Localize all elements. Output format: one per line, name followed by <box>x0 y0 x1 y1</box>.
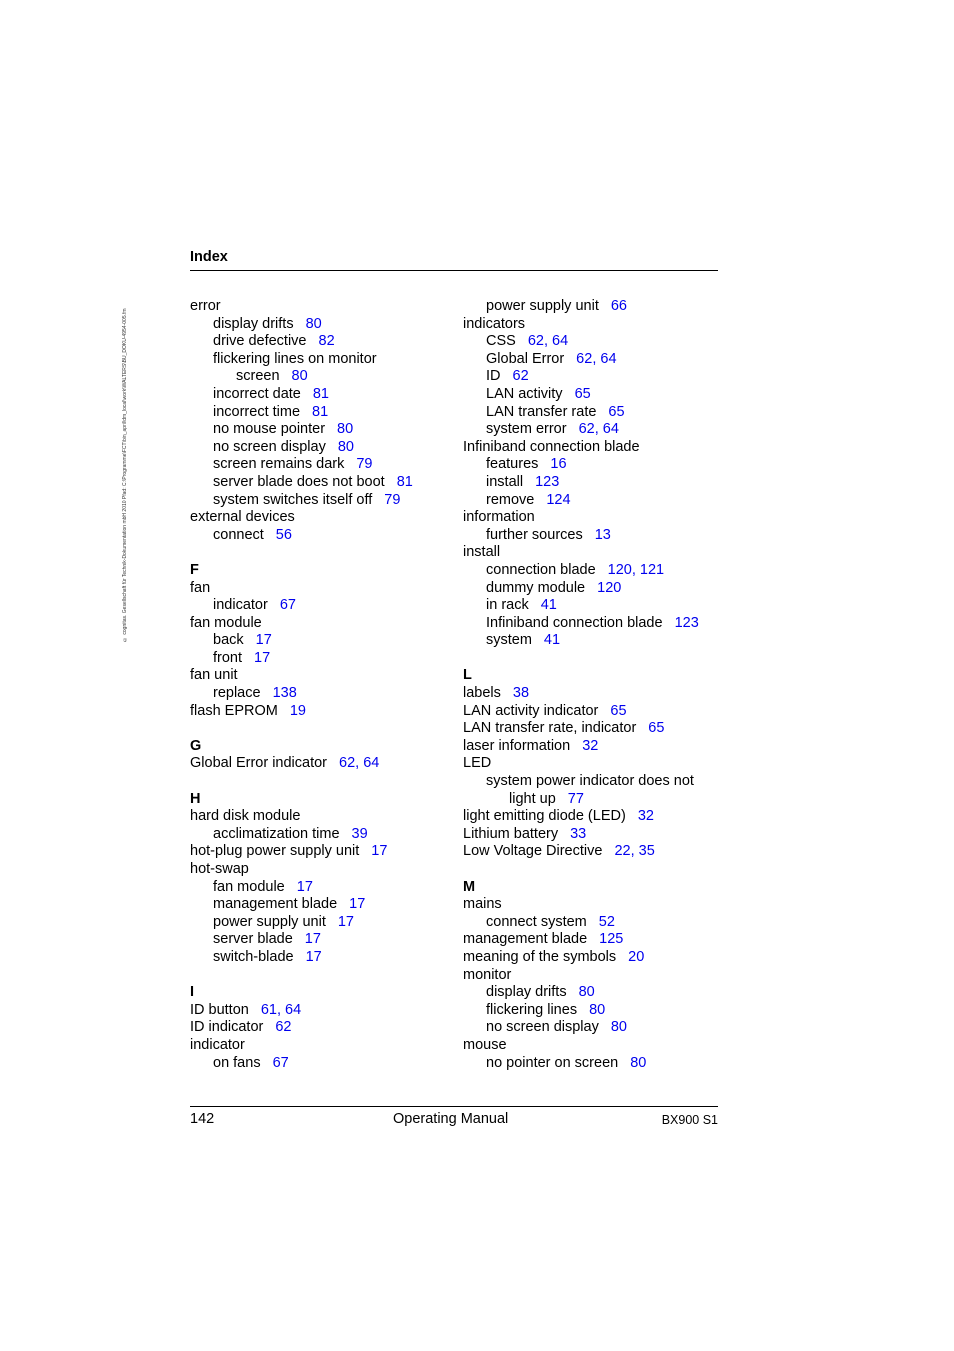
page-link[interactable]: 81 <box>312 403 329 420</box>
index-entry <box>463 1019 725 1037</box>
page-link[interactable]: 16 <box>550 456 567 473</box>
index-term: Lithium battery <box>463 825 559 842</box>
index-term: drive defective <box>213 333 307 350</box>
index-entry <box>463 1037 725 1055</box>
index-term: mouse <box>463 1036 507 1053</box>
index-term: indicators <box>463 315 526 332</box>
footer-rule <box>190 1106 718 1107</box>
page-references <box>546 492 570 508</box>
index-entry <box>190 456 452 474</box>
index-term: screen <box>236 368 280 385</box>
page-separator: , <box>276 1001 286 1018</box>
index-term: management blade <box>213 896 338 913</box>
index-term: install <box>463 544 501 561</box>
page-link[interactable]: 61 <box>260 1001 277 1018</box>
index-term: LAN transfer rate, indicator <box>463 720 637 737</box>
page-references <box>595 527 611 543</box>
index-term: display drifts <box>486 984 567 1001</box>
page-link[interactable]: 33 <box>570 825 587 842</box>
index-entry <box>190 421 452 439</box>
page-references <box>589 1002 605 1018</box>
page-references <box>339 755 379 771</box>
index-entry <box>463 527 725 545</box>
index-entry <box>190 1019 452 1037</box>
page-link[interactable]: 20 <box>628 948 645 965</box>
index-term: incorrect time <box>213 403 301 420</box>
page-references <box>397 474 413 490</box>
page-references <box>273 685 297 701</box>
index-letter-heading: I <box>190 984 195 1001</box>
index-entry <box>463 386 725 404</box>
index-entry <box>190 474 452 492</box>
index-entry <box>463 1002 725 1020</box>
index-term: no pointer on screen <box>486 1054 619 1071</box>
index-term: connect <box>213 526 264 543</box>
index-entry <box>190 808 452 826</box>
index-term: CSS <box>486 333 516 350</box>
index-entry <box>190 755 452 773</box>
index-entry <box>463 738 725 756</box>
page-references <box>513 685 529 701</box>
page-link[interactable]: 62 <box>527 333 544 350</box>
index-term: error <box>190 298 221 314</box>
index-entry <box>190 597 452 615</box>
footer-product-name: BX900 S1 <box>661 1113 718 1127</box>
page-link[interactable]: 67 <box>272 1054 289 1071</box>
index-entry <box>463 843 725 861</box>
page-references <box>290 703 306 719</box>
page-references <box>610 703 626 719</box>
page-link[interactable]: 41 <box>540 597 557 614</box>
page-link[interactable]: 80 <box>337 421 354 438</box>
index-term: on fans <box>213 1054 261 1071</box>
index-term: power supply unit <box>213 913 326 930</box>
index-entry <box>463 773 725 791</box>
page-references <box>256 632 272 648</box>
index-column-right <box>463 298 725 1072</box>
index-entry <box>190 650 452 668</box>
index-term: ID <box>486 368 501 385</box>
index-term: remove <box>486 491 535 508</box>
page-link[interactable]: 35 <box>638 843 655 860</box>
index-letter-heading: L <box>463 667 472 684</box>
index-term: light emitting diode (LED) <box>463 808 626 825</box>
page-separator: , <box>631 561 640 578</box>
page-references <box>528 333 568 349</box>
page-references <box>337 421 353 437</box>
page-link[interactable]: 22 <box>614 843 631 860</box>
page-link[interactable]: 17 <box>349 896 366 913</box>
index-term: labels <box>463 685 501 702</box>
page-references <box>292 368 308 384</box>
index-entry <box>463 351 725 369</box>
page-references <box>608 404 624 420</box>
page-references <box>568 791 584 807</box>
page-link[interactable]: 17 <box>371 843 388 860</box>
index-term: back <box>213 632 244 649</box>
page-references <box>638 808 654 824</box>
page-link[interactable]: 64 <box>552 333 569 350</box>
page-references <box>611 298 627 314</box>
index-entry <box>190 632 452 650</box>
index-entry <box>463 703 725 721</box>
page-link[interactable]: 67 <box>279 597 296 614</box>
index-term: switch-blade <box>213 948 294 965</box>
index-term: system switches itself off <box>213 491 373 508</box>
index-term: indicator <box>213 597 268 614</box>
page-references <box>275 1019 291 1035</box>
page-link[interactable]: 81 <box>396 473 413 490</box>
index-entry <box>463 755 725 773</box>
page-link[interactable]: 123 <box>674 614 699 631</box>
page-link[interactable]: 17 <box>304 931 321 948</box>
page-references <box>305 931 321 947</box>
page-references <box>630 1055 646 1071</box>
page-references <box>261 1002 301 1018</box>
page-references <box>513 368 529 384</box>
page-link[interactable]: 64 <box>602 421 619 438</box>
page-link[interactable]: 17 <box>296 878 313 895</box>
page-references <box>371 843 387 859</box>
page-link[interactable]: 41 <box>543 632 561 649</box>
index-letter-heading: F <box>190 561 199 578</box>
index-entry <box>190 368 452 386</box>
index-term: flickering lines on monitor <box>213 350 377 367</box>
index-term: features <box>486 456 539 473</box>
page-link[interactable]: 79 <box>384 491 401 508</box>
index-term: install <box>486 473 524 490</box>
page-link[interactable]: 120 <box>607 561 632 578</box>
index-entry <box>190 527 452 545</box>
index-term: hot-swap <box>190 861 249 877</box>
page-references <box>597 580 621 596</box>
index-term: Infiniband connection blade <box>463 438 640 455</box>
index-entry <box>190 931 452 949</box>
footer-manual-title: Operating Manual <box>393 1111 509 1127</box>
page-references <box>614 843 654 859</box>
index-term: LAN activity <box>486 385 563 402</box>
index-entry <box>463 967 725 985</box>
index-entry <box>463 368 725 386</box>
index-term: server blade <box>213 931 293 948</box>
page-references <box>356 456 372 472</box>
page-link[interactable]: 80 <box>589 1001 606 1018</box>
index-term: information <box>463 509 535 526</box>
page-link[interactable]: 125 <box>599 931 624 948</box>
index-term: system <box>486 632 532 649</box>
page-separator: , <box>355 755 364 772</box>
index-term: Low Voltage Directive <box>463 843 603 860</box>
index-entry <box>463 949 725 967</box>
index-entry <box>190 914 452 932</box>
index-entry <box>463 544 725 562</box>
page-separator: , <box>594 421 603 438</box>
page-references <box>313 386 329 402</box>
index-term: hard disk module <box>190 808 301 825</box>
page-references <box>628 949 644 965</box>
index-term: no screen display <box>486 1019 599 1036</box>
page-references <box>276 527 292 543</box>
index-entry <box>463 896 725 914</box>
page-number: 142 <box>190 1111 215 1127</box>
page-link[interactable]: 62 <box>578 421 595 438</box>
page-separator: , <box>630 843 639 860</box>
page-references <box>352 826 368 842</box>
page-link[interactable]: 77 <box>567 790 584 807</box>
page-link[interactable]: 80 <box>305 315 322 332</box>
page-separator: , <box>543 333 553 350</box>
index-entry <box>190 298 452 316</box>
index-entry <box>190 685 452 703</box>
page-references <box>297 879 313 895</box>
page-link[interactable]: 64 <box>600 350 617 367</box>
index-term: no screen display <box>213 438 326 455</box>
index-entry <box>463 404 725 422</box>
page-references <box>648 720 664 736</box>
index-entry <box>463 685 725 703</box>
index-entry <box>463 298 725 316</box>
page-references <box>280 597 296 613</box>
index-entry <box>463 791 725 809</box>
page-link[interactable]: 79 <box>356 456 373 473</box>
index-term: fan module <box>190 614 262 631</box>
page-link[interactable]: 80 <box>291 368 308 385</box>
index-entry <box>463 615 725 633</box>
page-link[interactable]: 123 <box>535 473 560 490</box>
page-link[interactable]: 65 <box>574 385 591 402</box>
page-references <box>349 896 365 912</box>
index-term: meaning of the symbols <box>463 948 617 965</box>
index-term: flash EPROM <box>190 702 278 719</box>
index-term: Global Error <box>486 350 565 367</box>
page-references <box>319 333 335 349</box>
index-term: system power indicator does not <box>486 773 694 790</box>
index-entry <box>463 826 725 844</box>
index-term: LAN transfer rate <box>486 403 597 420</box>
index-entry <box>190 1002 452 1020</box>
index-entry <box>190 879 452 897</box>
index-term: LED <box>463 755 492 772</box>
index-entry <box>190 826 452 844</box>
index-term: system error <box>486 421 567 438</box>
index-term: Infiniband connection blade <box>486 614 663 631</box>
index-term: mains <box>463 896 502 913</box>
index-term: incorrect date <box>213 385 301 402</box>
page-link[interactable]: 32 <box>637 808 654 825</box>
index-entry <box>190 439 452 457</box>
index-entry <box>463 492 725 510</box>
page-references <box>338 914 354 930</box>
page-link[interactable]: 17 <box>254 649 271 666</box>
index-entry <box>463 597 725 615</box>
index-entry <box>190 580 452 598</box>
page-references <box>575 386 591 402</box>
page-link[interactable]: 38 <box>512 685 530 702</box>
page-link[interactable]: 62 <box>512 368 529 385</box>
page-link[interactable]: 138 <box>272 685 297 702</box>
index-term: Global Error indicator <box>190 755 327 772</box>
page-references <box>675 615 699 631</box>
index-term: fan module <box>213 878 285 895</box>
page-references <box>599 931 623 947</box>
page-link[interactable]: 80 <box>630 1054 647 1071</box>
index-term: ID indicator <box>190 1019 264 1036</box>
index-entry <box>190 949 452 967</box>
page-references <box>582 738 598 754</box>
page-link[interactable]: 64 <box>363 755 380 772</box>
index-entry <box>190 404 452 422</box>
page-link[interactable]: 62 <box>339 755 356 772</box>
page-link[interactable]: 62 <box>576 350 593 367</box>
index-entry <box>463 720 725 738</box>
index-entry <box>190 896 452 914</box>
index-entry <box>463 914 725 932</box>
index-term: front <box>213 649 243 666</box>
index-term: in rack <box>486 597 529 614</box>
page-link[interactable]: 80 <box>610 1019 627 1036</box>
page-references <box>535 474 559 490</box>
index-entry <box>190 703 452 721</box>
page-link[interactable]: 80 <box>578 984 595 1001</box>
index-term: light up <box>509 790 556 807</box>
page-references <box>541 597 557 613</box>
index-term: fan <box>190 579 211 596</box>
page-link[interactable]: 64 <box>285 1001 302 1018</box>
index-entry <box>463 1055 725 1073</box>
page-link[interactable]: 80 <box>337 438 354 455</box>
index-letter-heading: G <box>190 737 202 754</box>
index-term: further sources <box>486 526 583 543</box>
index-entry <box>463 421 725 439</box>
index-entry <box>463 316 725 334</box>
page-link[interactable]: 121 <box>639 561 665 578</box>
index-term: laser information <box>463 737 571 754</box>
page-link[interactable]: 120 <box>597 579 622 596</box>
index-entry <box>190 351 452 369</box>
page-link[interactable]: 19 <box>289 702 306 719</box>
page-link[interactable]: 32 <box>582 737 599 754</box>
page-link[interactable]: 17 <box>255 632 272 649</box>
page-link[interactable]: 56 <box>275 526 292 543</box>
index-entry <box>463 562 725 580</box>
page-references <box>338 439 354 455</box>
page-references <box>579 984 595 1000</box>
index-entry <box>463 984 725 1002</box>
page-link[interactable]: 17 <box>305 948 322 965</box>
index-entry <box>463 456 725 474</box>
page-link[interactable]: 82 <box>318 333 335 350</box>
index-entry <box>463 580 725 598</box>
index-term: LAN activity indicator <box>463 702 599 719</box>
index-entry <box>190 492 452 510</box>
index-letter-heading: M <box>463 878 476 895</box>
index-entry <box>190 615 452 633</box>
page-link[interactable]: 124 <box>546 491 571 508</box>
page-references <box>550 456 566 472</box>
index-entry <box>463 931 725 949</box>
index-term: screen remains dark <box>213 456 345 473</box>
page-references <box>254 650 270 666</box>
page-link[interactable]: 17 <box>337 913 354 930</box>
index-entry <box>190 843 452 861</box>
index-entry <box>463 808 725 826</box>
index-term: fan unit <box>190 667 238 684</box>
page-link[interactable]: 39 <box>351 825 368 842</box>
page-link[interactable]: 66 <box>610 298 627 314</box>
page-references <box>608 562 664 578</box>
page-references <box>544 632 560 648</box>
page-references <box>384 492 400 508</box>
index-entry <box>190 386 452 404</box>
index-term: external devices <box>190 509 295 526</box>
index-column-left <box>190 298 452 1072</box>
index-entry <box>190 316 452 334</box>
index-term: power supply unit <box>486 298 599 314</box>
index-letter-heading: H <box>190 790 201 807</box>
index-term: acclimatization time <box>213 825 340 842</box>
index-entry <box>190 1055 452 1073</box>
index-term: connect system <box>486 913 587 930</box>
page-link[interactable]: 65 <box>610 702 627 719</box>
index-entry <box>463 333 725 351</box>
index-entry <box>463 509 725 527</box>
page-references <box>273 1055 289 1071</box>
index-term: replace <box>213 685 261 702</box>
index-term: display drifts <box>213 315 294 332</box>
index-term: no mouse pointer <box>213 421 326 438</box>
page-link[interactable]: 13 <box>594 526 611 543</box>
page-link[interactable]: 65 <box>608 403 625 420</box>
page-link[interactable]: 65 <box>648 720 665 737</box>
index-entry <box>190 333 452 351</box>
index-term: server blade does not boot <box>213 473 385 490</box>
page-title: Index <box>190 249 228 265</box>
page-references <box>306 316 322 332</box>
index-term: ID button <box>190 1001 249 1018</box>
index-entry <box>463 632 725 650</box>
index-entry <box>190 509 452 527</box>
page-references <box>579 421 619 437</box>
index-entry <box>463 439 725 457</box>
page-separator: , <box>592 350 601 367</box>
page-references <box>576 351 616 367</box>
header-rule <box>190 270 718 271</box>
index-term: monitor <box>463 966 512 983</box>
index-term: hot-plug power supply unit <box>190 843 360 860</box>
index-term: dummy module <box>486 579 586 596</box>
page-references <box>611 1019 627 1035</box>
index-term: connection blade <box>486 561 596 578</box>
page-references <box>312 404 328 420</box>
index-term: flickering lines <box>486 1001 578 1018</box>
index-term: management blade <box>463 931 588 948</box>
page-link[interactable]: 81 <box>312 385 329 402</box>
page-references <box>306 949 322 965</box>
index-entry <box>190 861 452 879</box>
page-link[interactable]: 62 <box>275 1019 292 1036</box>
page-references <box>570 826 586 842</box>
page-link[interactable]: 52 <box>598 913 615 930</box>
index-entry <box>463 474 725 492</box>
index-entry <box>190 667 452 685</box>
index-term: indicator <box>190 1036 245 1053</box>
index-entry <box>190 1037 452 1055</box>
page-references <box>599 914 615 930</box>
side-path-note: © cognitas. Gesellschaft für Technik-Dokumentation mbH 2010 Pfad: C:\Programme\FCT\bin_april\dm_local\work\WALTERS\BU_DOKU-4954-005.fm <box>122 308 128 642</box>
